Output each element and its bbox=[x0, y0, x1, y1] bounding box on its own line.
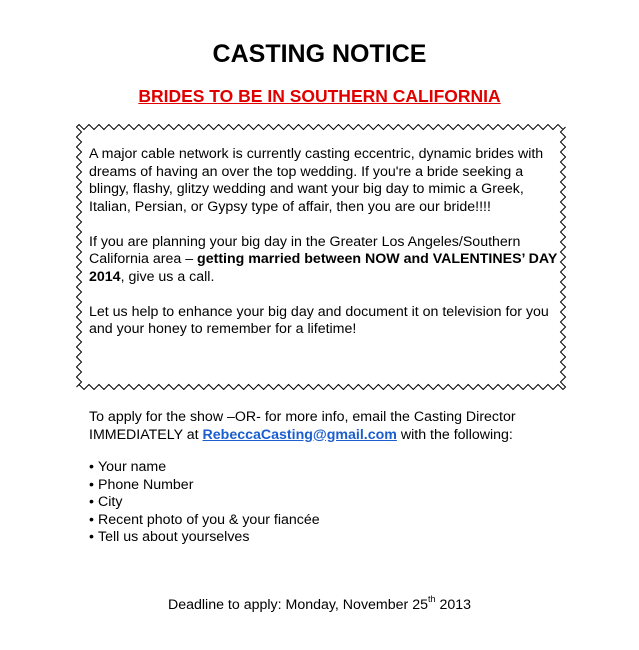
notice-box-content bbox=[89, 146, 559, 356]
list-item-text: City bbox=[98, 494, 123, 510]
list-item-text: Your name bbox=[98, 459, 167, 475]
deadline-year: 2013 bbox=[435, 597, 472, 613]
apply-instructions bbox=[89, 409, 579, 444]
bullet-icon: • bbox=[89, 529, 94, 545]
list-item-text: Tell us about yourselves bbox=[98, 529, 250, 545]
box-paragraph-3: Let us help to enhance your big day and document it on television for you and your honey to remember for a lifetime! bbox=[89, 303, 549, 337]
email-link[interactable]: RebeccaCasting@gmail.com bbox=[202, 426, 397, 443]
box-paragraph-2 bbox=[89, 234, 559, 287]
list-item-text: Recent photo of you & your fiancée bbox=[98, 511, 320, 528]
box-paragraph-2-start: If you are planning your big day in the Greater Los Angeles/Southern California area – bbox=[89, 233, 521, 267]
requirements-list bbox=[89, 459, 320, 547]
box-paragraph-2-end: , give us a call. bbox=[120, 268, 215, 285]
bullet-icon: • bbox=[89, 476, 94, 493]
notice-title: CASTING NOTICE bbox=[212, 40, 427, 68]
bullet-icon: • bbox=[89, 494, 94, 510]
list-item-text: Phone Number bbox=[98, 476, 194, 493]
list-item bbox=[89, 459, 320, 477]
list-item bbox=[89, 512, 320, 530]
deadline bbox=[0, 594, 639, 615]
list-item bbox=[89, 477, 320, 495]
box-paragraph-2-bold: getting married between NOW and VALENTINES’ DAY 2014 bbox=[89, 251, 558, 285]
deadline-ordinal-suffix: th bbox=[427, 594, 436, 604]
deadline-text: Deadline to apply: Monday, November 25 bbox=[167, 597, 428, 613]
apply-text-start: To apply for the show –OR- for more info, email the Casting Director IMMEDIATELY at bbox=[89, 409, 516, 443]
notice-subtitle: BRIDES TO BE IN SOUTHERN CALIFORNIA bbox=[138, 86, 501, 106]
bullet-icon: • bbox=[89, 459, 94, 475]
apply-text-end: with the following: bbox=[396, 426, 513, 443]
box-paragraph-1: A major cable network is currently casting eccentric, dynamic brides with dreams of having an over the top wedding. If you're a bride seeking a blingy, flashy, glitzy wedding and want your big day to mimic a Greek, Italian, Persian, or Gypsy type of affair, then you are our bride!!!! bbox=[89, 146, 544, 215]
bullet-icon: • bbox=[89, 511, 94, 528]
list-item bbox=[89, 494, 320, 512]
list-item bbox=[89, 529, 320, 547]
